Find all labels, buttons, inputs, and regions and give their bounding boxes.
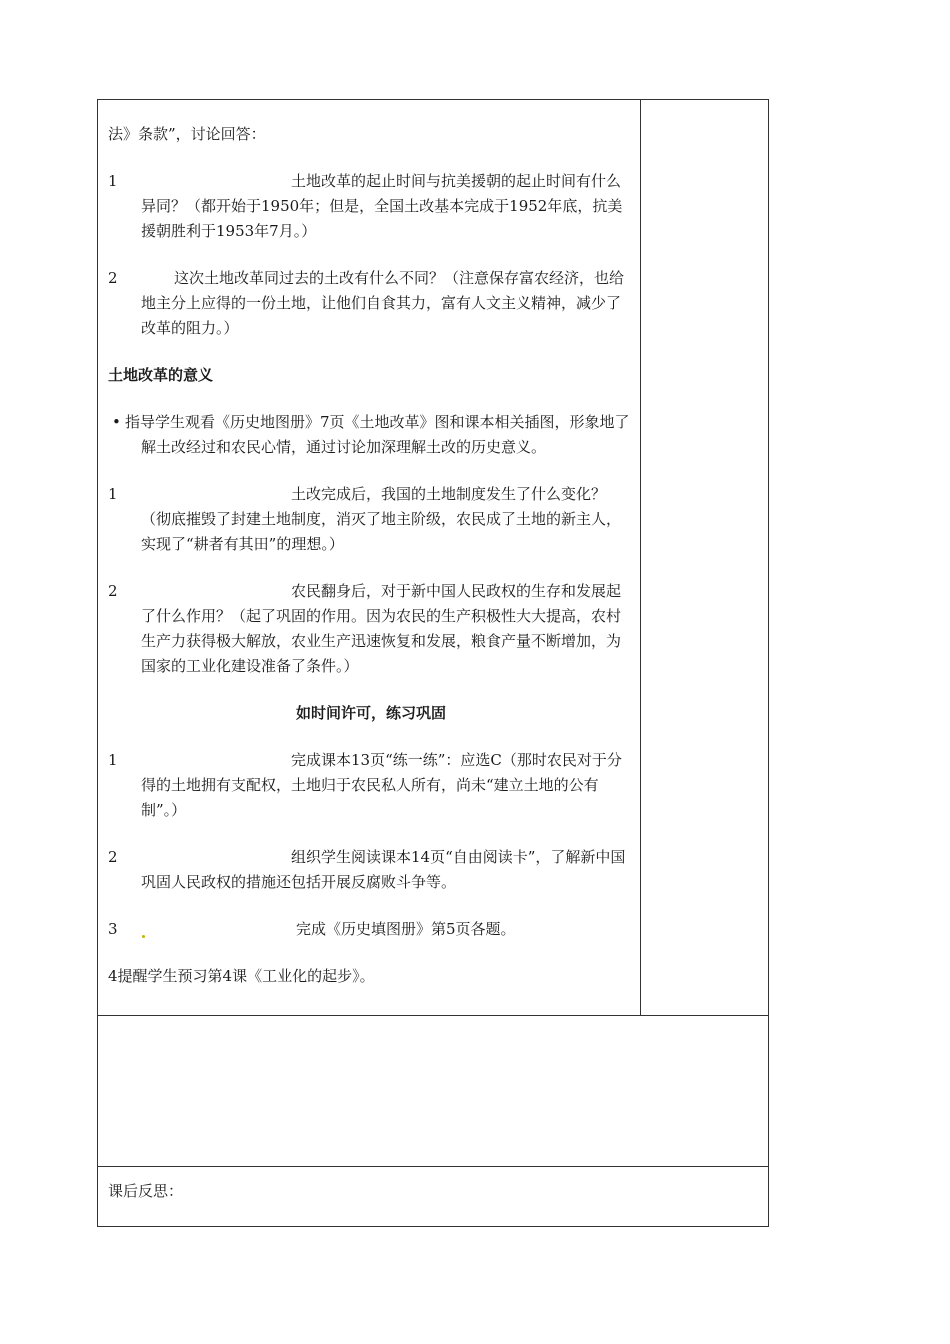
bullet-icon: • — [112, 413, 121, 431]
question-number: 1 — [108, 751, 118, 769]
question-significance-1 — [108, 482, 634, 557]
question-number: 2 — [108, 269, 118, 287]
bullet-text: 指导学生观看《历史地图册》7页《土地改革》图和课本相关插图，形象地了解土改经过和农民心情，通过讨论加深理解土改的历史意义。 — [125, 413, 630, 456]
practice-1 — [108, 748, 634, 823]
bullet-item — [108, 410, 634, 460]
question-text: 这次土地改革同过去的土改有什么不同？（注意保存富农经济，也给地主分上应得的一份土地，让他们自食其力，富有人文主义精神，减少了改革的阻力。） — [141, 269, 625, 337]
marker-dot — [142, 935, 145, 938]
intro-text: 法》条款”，讨论回答： — [108, 125, 266, 143]
row-divider-1 — [97, 1015, 769, 1016]
column-divider — [640, 99, 641, 1016]
practice-2 — [108, 845, 634, 895]
question-text: 土地改革的起止时间与抗美援朝的起止时间有什么异同？（都开始于1950年；但是，全国土改基本完成于1952年底，抗美援朝胜利于1953年7月。） — [141, 172, 623, 240]
table-border-left — [97, 99, 98, 1227]
question-number: 1 — [108, 485, 118, 503]
question-text: 农民翻身后，对于新中国人民政权的生存和发展起了什么作用？（起了巩固的作用。因为农民的生产积极性大大提高，农村生产力获得极大解放，农业生产迅速恢复和发展，粮食产量不断增加，为国家的工业化建设准备了条件。） — [141, 582, 622, 675]
question-number: 2 — [108, 582, 118, 600]
question-number: 1 — [108, 172, 118, 190]
question-text: 土改完成后，我国的土地制度发生了什么变化？（彻底摧毁了封建土地制度，消灭了地主阶级，农民成了土地的新主人，实现了“耕者有其田”的理想。） — [141, 485, 622, 553]
row-divider-2 — [97, 1166, 769, 1167]
question-number: 2 — [108, 848, 118, 866]
table-border-top — [97, 99, 769, 100]
question-text: 完成《历史填图册》第5页各题。 — [108, 917, 634, 942]
question-land-2 — [108, 266, 634, 341]
heading-practice: 如时间许可，练习巩固 — [295, 704, 446, 722]
table-border-right — [768, 99, 769, 1227]
question-text: 完成课本13页“练一练”：应选C（那时农民对于分得的土地拥有支配权，土地归于农民私人所有，尚未“建立土地的公有制”。） — [141, 751, 622, 819]
question-land-1 — [108, 169, 634, 244]
table-border-bottom — [97, 1226, 769, 1227]
question-significance-2 — [108, 579, 634, 679]
question-text: 组织学生阅读课本14页“自由阅读卡”，了解新中国巩固人民政权的措施还包括开展反腐败斗争等。 — [141, 848, 626, 891]
question-number: 3 — [108, 920, 118, 938]
reflection-label: 课后反思： — [108, 1182, 184, 1200]
practice-3 — [108, 917, 634, 942]
lesson-content — [108, 122, 634, 989]
final-item: 4提醒学生预习第4课《工业化的起步》。 — [108, 967, 375, 985]
heading-significance: 土地改革的意义 — [108, 366, 214, 384]
